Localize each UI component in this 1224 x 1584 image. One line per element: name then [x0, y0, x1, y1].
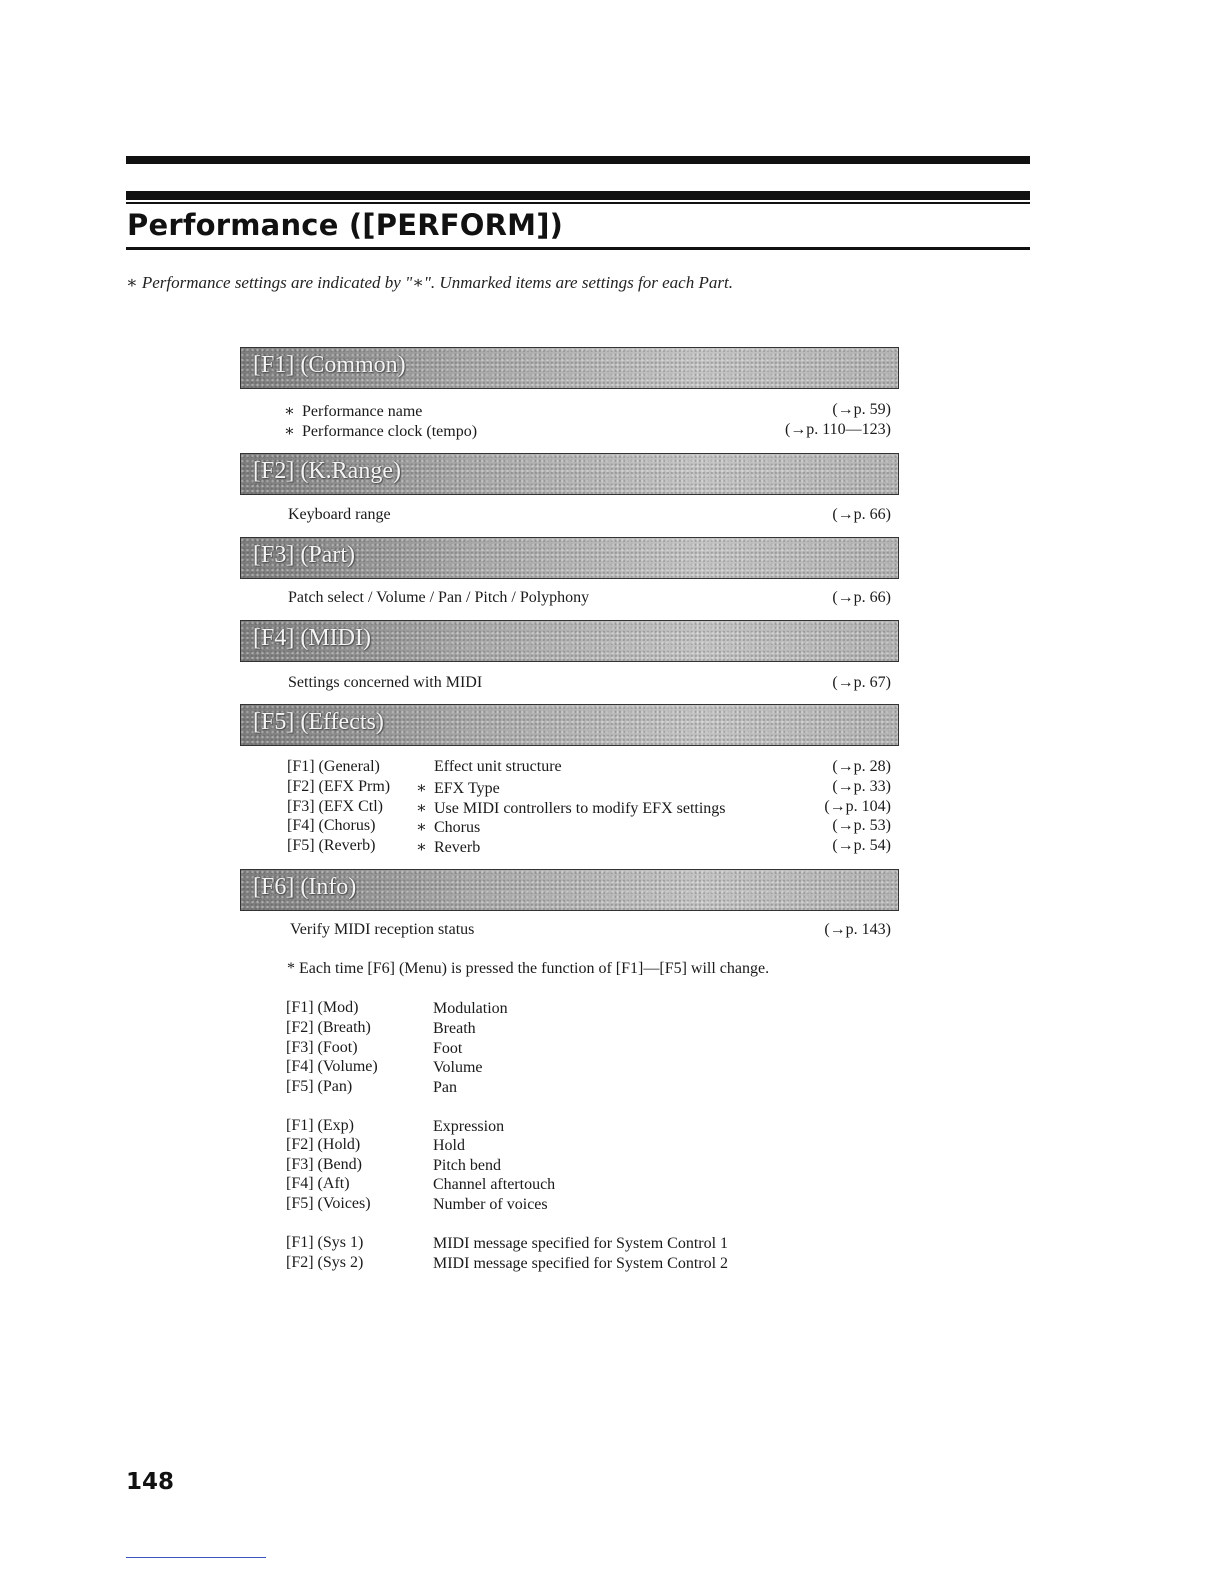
section-f1-label: [F1] (Common)	[253, 352, 406, 378]
page-ref: (→p. 33)	[832, 778, 891, 795]
table-row-desc: ∗ EFX Type	[416, 780, 500, 797]
section-f2-header	[240, 453, 899, 495]
section-f4-label: [F4] (MIDI)	[253, 625, 371, 651]
table-row-desc: ∗ Chorus	[416, 819, 481, 836]
section-f6-label: [F6] (Info)	[253, 874, 357, 900]
table-row-desc: Volume	[433, 1059, 483, 1076]
performance-note	[126, 273, 733, 293]
page-ref: (→p. 66)	[832, 506, 891, 523]
page-title: Performance ([PERFORM])	[127, 208, 564, 242]
section-f3-header	[240, 537, 899, 579]
table-row-key: [F5] (Reverb)	[287, 837, 376, 854]
page-ref: (→p. 54)	[832, 837, 891, 854]
table-row-key: [F3] (EFX Ctl)	[287, 798, 383, 815]
table-row-key: [F3] (Bend)	[286, 1156, 362, 1173]
heading-rule-thin	[126, 202, 1030, 204]
table-row-key: [F1] (Exp)	[286, 1117, 354, 1134]
page-number: 148	[126, 1469, 175, 1495]
list-item: Patch select / Volume / Pan / Pitch / Polyphony	[288, 589, 590, 606]
section-f3-label: [F3] (Part)	[253, 542, 355, 568]
table-row-key: [F5] (Pan)	[286, 1078, 353, 1095]
page-ref: (→p. 67)	[832, 674, 891, 691]
table-row-key: [F4] (Aft)	[286, 1175, 350, 1192]
note-star: ∗	[126, 273, 138, 292]
table-row-desc: Foot	[433, 1040, 463, 1057]
list-item: Verify MIDI reception status	[290, 921, 475, 938]
heading-rule-thick	[126, 191, 1030, 200]
top-rule	[126, 156, 1030, 164]
table-row-key: [F2] (Sys 2)	[286, 1254, 364, 1271]
section-f5-label: [F5] (Effects)	[253, 709, 384, 735]
list-item: ∗ Performance clock (tempo)	[284, 423, 478, 440]
footer-line	[126, 1557, 266, 1558]
note-text: Performance settings are indicated by "∗". Unmarked items are settings for each Part.	[141, 273, 733, 292]
table-row-key: [F5] (Voices)	[286, 1195, 371, 1212]
table-row-key: [F2] (Breath)	[286, 1019, 371, 1036]
menu-note: * Each time [F6] (Menu) is pressed the function of [F1]—[F5] will change.	[287, 960, 770, 977]
section-f2-label: [F2] (K.Range)	[253, 458, 401, 484]
table-row-desc: Hold	[433, 1137, 465, 1154]
table-row-key: [F1] (Mod)	[286, 999, 359, 1016]
page-ref: (→p. 53)	[832, 817, 891, 834]
section-f4-header	[240, 620, 899, 662]
page-ref: (→p. 110—123)	[784, 421, 891, 438]
table-row-key: [F3] (Foot)	[286, 1039, 358, 1056]
table-row-key: [F1] (Sys 1)	[286, 1234, 364, 1251]
table-row-key: [F2] (EFX Prm)	[287, 778, 391, 795]
title-underline	[126, 247, 1030, 250]
section-f1-header	[240, 347, 899, 389]
page-ref: (→p. 104)	[824, 798, 891, 815]
table-row-desc: Expression	[433, 1118, 505, 1135]
page-ref: (→p. 28)	[832, 758, 891, 775]
table-row-key: [F2] (Hold)	[286, 1136, 361, 1153]
list-item: Settings concerned with MIDI	[288, 674, 483, 691]
section-f5-header	[240, 704, 899, 746]
table-row-desc: Number of voices	[433, 1196, 548, 1213]
page-ref: (→p. 59)	[832, 401, 891, 418]
table-row-desc: MIDI message specified for System Control 1	[433, 1235, 729, 1252]
table-row-key: [F4] (Chorus)	[287, 817, 376, 834]
table-row-desc: Effect unit structure	[434, 758, 562, 775]
section-f6-header	[240, 869, 899, 911]
list-item: Keyboard range	[288, 506, 391, 523]
table-row-desc: MIDI message specified for System Control 2	[433, 1255, 729, 1272]
table-row-key: [F1] (General)	[287, 758, 380, 775]
page-ref: (→p. 143)	[824, 921, 891, 938]
table-row-desc: Pitch bend	[433, 1157, 501, 1174]
table-row-desc: ∗ Reverb	[416, 839, 481, 856]
table-row-desc: Breath	[433, 1020, 476, 1037]
table-row-key: [F4] (Volume)	[286, 1058, 378, 1075]
table-row-desc: Channel aftertouch	[433, 1176, 556, 1193]
page-ref: (→p. 66)	[832, 589, 891, 606]
table-row-desc: Pan	[433, 1079, 457, 1096]
list-item: ∗ Performance name	[284, 403, 423, 420]
table-row-desc: ∗ Use MIDI controllers to modify EFX settings	[416, 800, 726, 817]
table-row-desc: Modulation	[433, 1000, 508, 1017]
